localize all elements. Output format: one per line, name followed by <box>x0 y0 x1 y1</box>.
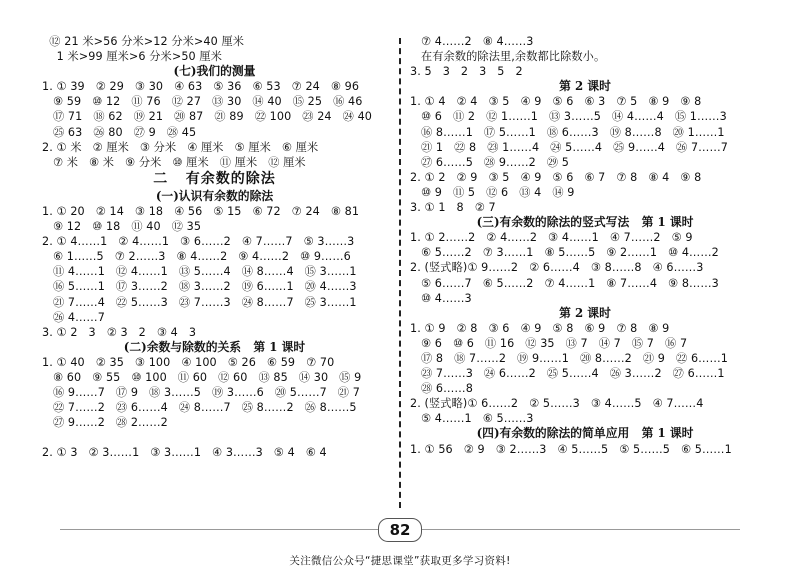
answer-line: ㉒ 7……2 ㉓ 6……4 ㉔ 8……7 ㉕ 8……2 ㉖ 8……5 <box>42 401 357 415</box>
answer-line: ⑦ 4……2 ⑧ 4……3 <box>410 35 534 48</box>
answer-line: 2. ① 2 ② 9 ③ 5 ④ 9 ⑤ 6 ⑥ 7 ⑦ 8 ⑧ 4 ⑨ 8 <box>410 170 702 184</box>
answer-line: ⑥ 5……2 ⑦ 3……1 ⑧ 5……5 ⑨ 2……1 ⑩ 4……2 <box>410 246 719 260</box>
answer-line: ㉖ 4……7 <box>42 310 105 324</box>
answer-line: ⑯ 8……1 ⑰ 5……1 ⑱ 6……3 ⑲ 8……8 ⑳ 1……1 <box>410 125 725 139</box>
answer-line: 2. ① 4……1 ② 4……1 ③ 6……2 ④ 7……7 ⑤ 3……3 <box>42 235 355 249</box>
section-heading: (一)认识有余数的除法 <box>155 188 274 203</box>
answer-line: ⑯ 9……7 ⑰ 9 ⑱ 3……5 ⑲ 3……6 ⑳ 5……7 ㉑ 7 <box>42 386 360 400</box>
answer-line: ㉕ 63 ㉖ 80 ㉗ 9 ㉘ 45 <box>42 125 197 139</box>
answer-line: ⑤ 6……7 ⑥ 5……2 ⑦ 4……1 ⑧ 7……4 ⑨ 8……3 <box>410 276 719 290</box>
answer-line: ⑨ 12 ⑩ 18 ⑪ 40 ⑫ 35 <box>42 220 202 234</box>
answer-line: ⑤ 4……1 ⑥ 5……3 <box>410 412 534 426</box>
section-heading: (七)我们的测量 <box>173 64 256 79</box>
answer-line: 3. 5 3 2 3 5 2 <box>410 65 523 79</box>
page-number: 82 <box>378 518 422 542</box>
answer-line: ⑪ 4……1 ⑫ 4……1 ⑬ 5……4 ⑭ 8……4 ⑮ 3……1 <box>42 265 357 279</box>
answer-line: ㉓ 7……3 ㉔ 6……2 ㉕ 5……4 ㉖ 3……2 ㉗ 6……1 <box>410 367 725 381</box>
answer-line: ⑥ 1……5 ⑦ 2……3 ⑧ 4……2 ⑨ 4……2 ⑩ 9……6 <box>42 250 351 264</box>
answer-line: ⑩ 4……3 <box>410 291 472 305</box>
answer-line: ⑩ 6 ⑪ 2 ⑫ 1……1 ⑬ 3……5 ⑭ 4……4 ⑮ 1……3 <box>410 110 727 124</box>
answer-line: 2. (竖式略)① 9……2 ② 6……4 ③ 8……8 ④ 6……3 <box>410 261 704 275</box>
answer-line: 1. ① 4 ② 4 ③ 5 ④ 9 ⑤ 6 ⑥ 3 ⑦ 5 ⑧ 9 ⑨ 8 <box>410 95 702 109</box>
answer-line: 2. (竖式略)① 6……2 ② 5……3 ③ 4……5 ④ 7……4 <box>410 397 704 411</box>
answer-line: ⑫ 21 米>56 分米>12 分米>40 厘米 <box>42 35 245 48</box>
answer-line: 1 米>99 厘米>6 分米>50 厘米 <box>42 50 222 64</box>
answer-line: 1. ① 40 ② 35 ③ 100 ④ 100 ⑤ 26 ⑥ 59 ⑦ 70 <box>42 355 335 369</box>
answer-line: 3. ① 1 8 ② 7 <box>410 201 496 215</box>
answer-line: ⑨ 6 ⑩ 6 ⑪ 16 ⑫ 35 ⑬ 7 ⑭ 7 ⑮ 7 ⑯ 7 <box>410 336 688 350</box>
answer-line: ⑰ 71 ⑱ 62 ⑲ 21 ⑳ 87 ㉑ 89 ㉒ 100 ㉓ 24 ㉔ 40 <box>42 110 373 124</box>
section-title: 二 有余数的除法 <box>153 170 276 187</box>
answer-line: ㉑ 7……4 ㉒ 5……3 ㉓ 7……3 ㉔ 8……7 ㉕ 3……1 <box>42 295 357 309</box>
answer-line: 1. ① 39 ② 29 ③ 30 ④ 63 ⑤ 36 ⑥ 53 ⑦ 24 ⑧ 96 <box>42 80 360 94</box>
answer-line: 1. ① 56 ② 9 ③ 2……3 ④ 5……5 ⑤ 5……5 ⑥ 5……1 <box>410 442 732 456</box>
answer-line: 1. ① 9 ② 8 ③ 6 ④ 9 ⑤ 8 ⑥ 9 ⑦ 8 ⑧ 9 <box>410 321 670 335</box>
answer-line: 2. ① 3 ② 3……1 ③ 3……1 ④ 3……3 ⑤ 4 ⑥ 4 <box>42 446 327 460</box>
answer-line: ⑧ 60 ⑨ 55 ⑩ 100 ⑪ 60 ⑫ 60 ⑬ 85 ⑭ 30 ⑮ 9 <box>42 370 362 384</box>
section-heading: 第 2 课时 <box>559 79 611 94</box>
answer-line <box>42 430 387 445</box>
answer-line: ㉘ 6……8 <box>410 382 473 396</box>
section-heading: 第 2 课时 <box>559 305 611 320</box>
answer-line: ㉑ 1 ㉒ 8 ㉓ 1……4 ㉔ 5……4 ㉕ 9……4 ㉖ 7……7 <box>410 140 728 154</box>
answer-line: 3. ① 2 3 ② 3 2 ③ 4 3 <box>42 325 197 339</box>
section-heading: (四)有余数的除法的简单应用 第 1 课时 <box>476 426 694 441</box>
answer-line: 2. ① 米 ② 厘米 ③ 分米 ④ 厘米 ⑤ 厘米 ⑥ 厘米 <box>42 140 319 154</box>
answer-line: 1. ① 2……2 ② 4……2 ③ 4……1 ④ 7……2 ⑤ 9 <box>410 231 693 245</box>
answer-line: ⑯ 5……1 ⑰ 3……2 ⑱ 3……2 ⑲ 6……1 ⑳ 4……3 <box>42 280 357 294</box>
answer-line: ⑨ 59 ⑩ 12 ⑪ 76 ⑫ 27 ⑬ 30 ⑭ 40 ⑮ 25 ⑯ 46 <box>42 95 363 109</box>
answer-line: 在有余数的除法里,余数都比除数小。 <box>410 50 606 64</box>
section-heading: (二)余数与除数的关系 第 1 课时 <box>123 339 306 354</box>
answer-line: ⑩ 9 ⑪ 5 ⑫ 6 ⑬ 4 ⑭ 9 <box>410 185 575 199</box>
answer-column-right <box>410 34 760 457</box>
column-divider <box>399 38 401 508</box>
answer-line: ㉗ 6……5 ㉘ 9……2 ㉙ 5 <box>410 155 569 169</box>
answer-line: ⑰ 8 ⑱ 7……2 ⑲ 9……1 ⑳ 8……2 ㉑ 9 ㉒ 6……1 <box>410 351 728 365</box>
answer-column-left <box>42 34 387 461</box>
answer-line: ⑦ 米 ⑧ 米 ⑨ 分米 ⑩ 厘米 ⑪ 厘米 ⑫ 厘米 <box>42 155 306 169</box>
footer-text: 关注微信公众号“捷思课堂”获取更多学习资料! <box>289 555 511 567</box>
section-heading: (三)有余数的除法的竖式写法 第 1 课时 <box>476 215 694 230</box>
answer-line: ㉗ 9……2 ㉘ 2……2 <box>42 416 168 430</box>
answer-line: 1. ① 20 ② 14 ③ 18 ④ 56 ⑤ 15 ⑥ 72 ⑦ 24 ⑧ 81 <box>42 204 360 218</box>
